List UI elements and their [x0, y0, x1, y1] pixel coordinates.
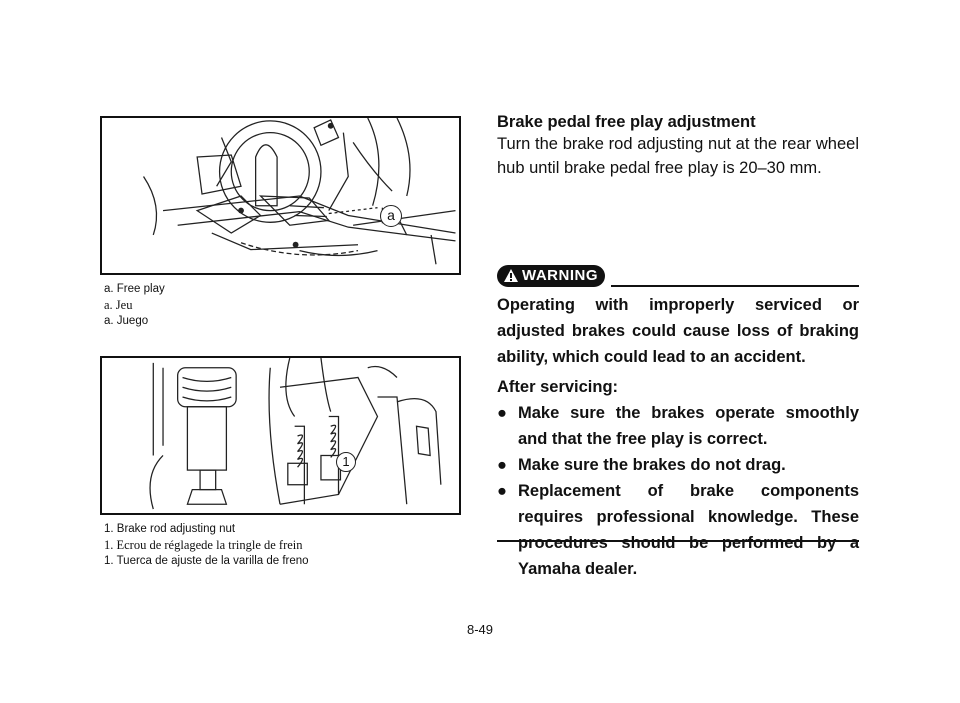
- warning-bottom-rule: [497, 540, 859, 542]
- bullet-icon: ●: [497, 482, 507, 500]
- warning-body: [497, 292, 859, 582]
- figure-brake-rod: [100, 356, 461, 515]
- list-item: ● Make sure the brakes operate smoothly and that the free play is correct.: [497, 400, 859, 452]
- caption-french: 1. Ecrou de réglagede la tringle de frein: [104, 538, 303, 552]
- bullet-icon: ●: [497, 456, 507, 474]
- figure2-caption: [104, 521, 309, 569]
- brake-pedal-illustration: [102, 118, 459, 273]
- page-number: 8-49: [466, 622, 494, 637]
- warning-bullet-list: [497, 400, 859, 582]
- warning-badge: [497, 265, 605, 287]
- callout-1: [336, 452, 356, 472]
- caption-spanish: a. Juego: [104, 315, 149, 327]
- warning-triangle-icon: [503, 268, 519, 283]
- list-item: ● Make sure the brakes do not drag.: [497, 452, 859, 478]
- caption-english: 1. Brake rod adjusting nut: [104, 523, 236, 535]
- warning-header: [497, 265, 859, 289]
- figure-brake-pedal: [100, 116, 461, 275]
- bullet-icon: ●: [497, 404, 507, 422]
- warning-text: Operating with improperly serviced or adjusted brakes could cause loss of braking ability, which could lead to an accident.: [497, 296, 859, 366]
- caption-spanish: 1. Tuerca de ajuste de la varilla de freno: [104, 555, 309, 567]
- section-title: Brake pedal free play adjustment: [497, 113, 756, 131]
- figure1-caption: [104, 281, 165, 329]
- section-brake-pedal: [497, 113, 859, 180]
- warning-rule: [611, 285, 859, 287]
- warning-label: WARNING: [522, 267, 598, 284]
- caption-french: a. Jeu: [104, 298, 133, 312]
- callout-1-label: 1: [342, 454, 350, 469]
- list-item: ● Replacement of brake components requires professional knowledge. These procedures should be performed by a Yamaha dealer.: [497, 478, 859, 582]
- brake-rod-illustration: [102, 358, 459, 513]
- callout-a-label: a: [387, 207, 395, 223]
- callout-a: [380, 205, 402, 227]
- section-body: Turn the brake rod adjusting nut at the rear wheel hub until brake pedal free play is 20–30 mm.: [497, 135, 859, 177]
- after-servicing-heading: After servicing:: [497, 378, 619, 396]
- caption-english: a. Free play: [104, 283, 165, 295]
